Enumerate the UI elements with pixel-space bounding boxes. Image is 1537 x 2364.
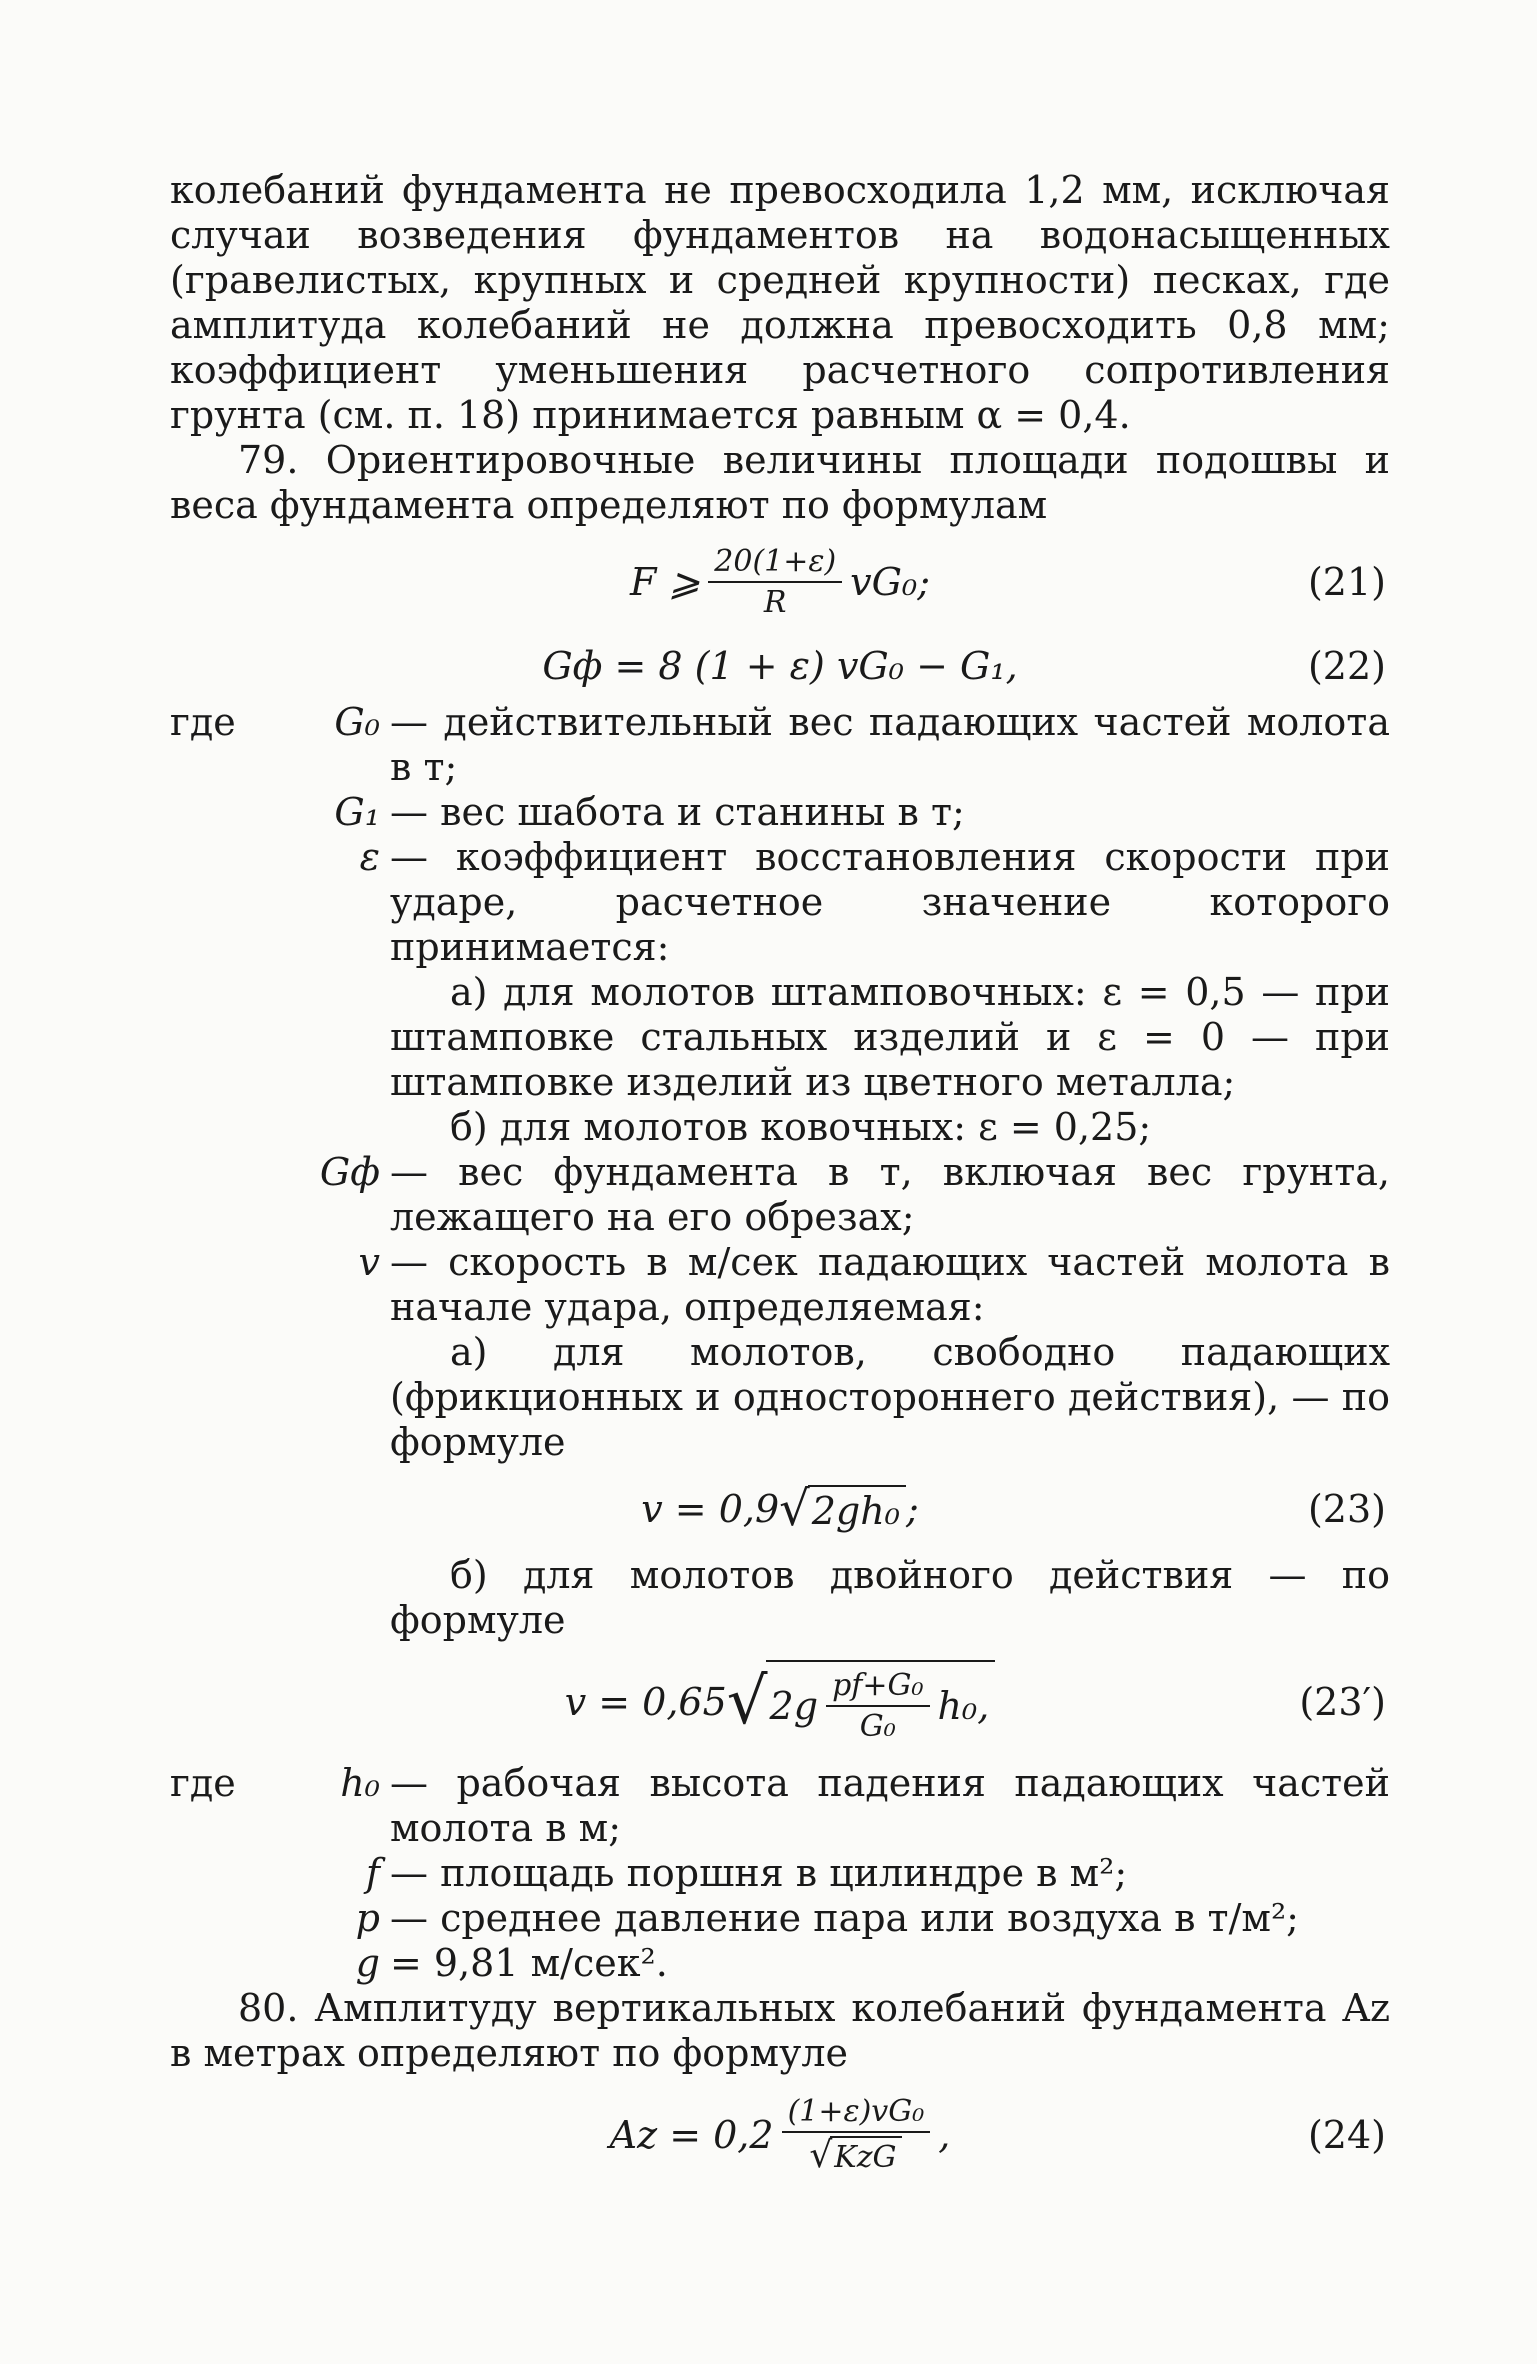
eq23p-fraction — [826, 1668, 929, 1744]
eq23p-lhs: v = 0,65 — [564, 1680, 727, 1724]
eq23p-radicand — [766, 1660, 996, 1744]
eq23-number: (23) — [1307, 1487, 1386, 1531]
eq24-radicand: KzG — [830, 2136, 902, 2175]
sqrt-sign-icon: √ — [726, 1665, 768, 1739]
eq23p-post: h₀, — [937, 1684, 990, 1728]
eq21-fraction — [708, 544, 842, 620]
paragraph-80: 80. Амплитуду вертикальных колебаний фундамента Az в метрах определяют по формуле — [170, 1986, 1390, 2075]
def-symbol: Gф — [319, 1150, 380, 1194]
sqrt-sign-icon: √ — [809, 2135, 833, 2176]
equation-24 — [170, 2080, 1390, 2190]
eq21-denominator: R — [763, 585, 787, 620]
eq21-number: (21) — [1307, 560, 1386, 604]
eq24-tail: , — [938, 2113, 951, 2157]
eq24-denominator — [803, 2133, 908, 2176]
eq23-radicand: 2gh₀ — [808, 1485, 906, 1533]
definitions-3 — [170, 1761, 1390, 1986]
eq23p-denominator: G₀ — [859, 1709, 896, 1744]
eq24-lhs: Az = 0,2 — [609, 2113, 774, 2157]
intro-paragraph: колебаний фундамента не превосходила 1,2 мм, исключая случаи возведения фундаментов на водонасыщенных (гравелистых, крупных и средней крупности) песках, где амплитуда колебаний не должна превосходить 0,8 мм; коэффициент уменьшения расчетного сопротивления грунта (см. п. 18) принимается равным α = 0,4. — [170, 168, 1390, 437]
def-symbol: h₀ — [340, 1761, 380, 1805]
def-text: — среднее давление пара или воздуха в т/м²; — [390, 1896, 1299, 1940]
velocity-case-a — [390, 1330, 1390, 1465]
def-symbol: ε — [359, 835, 380, 879]
def-text: — вес фундамента в т, включая вес грунта, лежащего на его обрезах; — [390, 1150, 1390, 1239]
def-text: — площадь поршня в цилиндре в м²; — [390, 1851, 1128, 1895]
where-word: где — [170, 700, 236, 744]
equation-23-prime — [170, 1647, 1390, 1757]
def-symbol: p — [355, 1896, 380, 1940]
eq22-text: Gф = 8 (1 + ε) vG₀ − G₁, — [542, 644, 1018, 688]
def-text: = 9,81 м/сек². — [390, 1941, 668, 1985]
paragraph-79: 79. Ориентировочные величины площади подошвы и веса фундамента определяют по формулам — [170, 438, 1390, 527]
velocity-case-b-text: б) для молотов двойного действия — по формуле — [390, 1553, 1390, 1642]
velocity-case-b — [390, 1553, 1390, 1643]
eq21-rhs: vG₀; — [850, 560, 931, 604]
sqrt-sign-icon: √ — [779, 1481, 810, 1537]
def-symbol: v — [358, 1240, 380, 1284]
definitions-2 — [170, 1150, 1390, 1330]
eq23-lhs: v = 0,9 — [641, 1487, 780, 1531]
eq24-fraction — [782, 2094, 931, 2176]
eq23-tail: ; — [905, 1487, 919, 1531]
eq21-lhs: F ⩾ — [629, 560, 701, 604]
def-text: — скорость в м/сек падающих частей молота в начале удара, определяемая: — [390, 1240, 1390, 1329]
def-text: — коэффициент восстановления скорости при ударе, расчетное значение которого принимается: — [390, 835, 1390, 969]
eq23p-number: (23′) — [1299, 1680, 1386, 1724]
def-symbol: f — [365, 1851, 380, 1895]
equation-21 — [170, 532, 1390, 632]
def-symbol: g — [355, 1941, 380, 1985]
equation-22 — [170, 636, 1390, 696]
eq23p-sqrt — [727, 1660, 996, 1744]
def-symbol: G₀ — [334, 700, 380, 744]
eq24-number: (24) — [1307, 2113, 1386, 2157]
velocity-case-a-text: а) для молотов, свободно падающих (фрикционных и одностороннего действия), — по формуле — [390, 1330, 1390, 1464]
equation-23 — [170, 1469, 1390, 1549]
eq23-sqrt — [779, 1481, 906, 1537]
eq23p-numerator: pf+G₀ — [826, 1668, 929, 1707]
eq23p-pre: 2g — [769, 1684, 819, 1728]
where-word: где — [170, 1761, 236, 1805]
definitions-1 — [170, 700, 1390, 970]
def-symbol: G₁ — [334, 790, 380, 834]
epsilon-case-a: а) для молотов штамповочных: ε = 0,5 — при штамповке стальных изделий и ε = 0 — при штамповке изделий из цветного металла; — [390, 970, 1390, 1104]
def-text: — действительный вес падающих частей молота в т; — [390, 700, 1390, 789]
def-text: — вес шабота и станины в т; — [390, 790, 965, 834]
def-text: — рабочая высота падения падающих частей молота в м; — [390, 1761, 1390, 1850]
epsilon-case-b: б) для молотов ковочных: ε = 0,25; — [450, 1105, 1152, 1149]
page-body — [170, 168, 1390, 2194]
eq21-numerator: 20(1+ε) — [708, 544, 842, 583]
epsilon-cases — [390, 970, 1390, 1150]
eq22-number: (22) — [1307, 644, 1386, 688]
eq24-numerator: (1+ε)vG₀ — [782, 2094, 931, 2133]
